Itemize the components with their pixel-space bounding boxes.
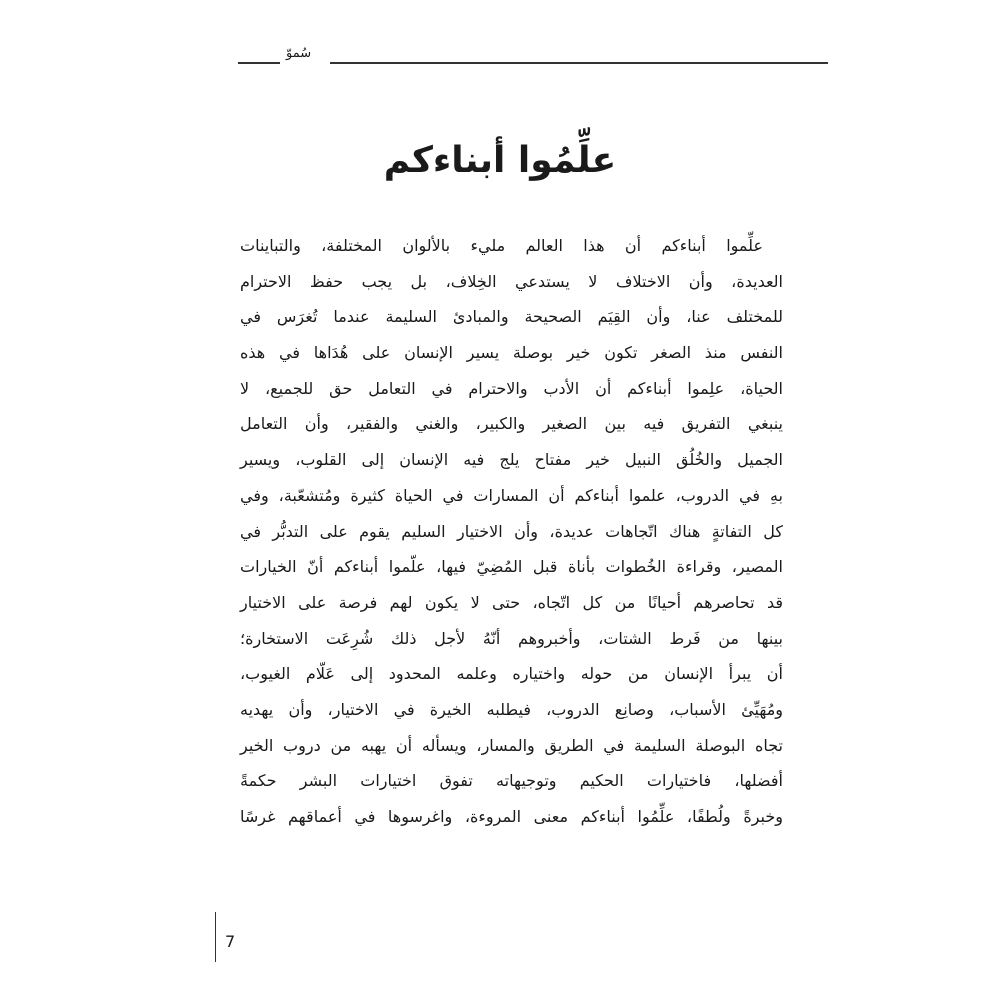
text-line: علِّموا أبناءكم أن هذا العالم مليء بالألوان المختلفة، والتباينات [240, 236, 763, 255]
text-line: الجميل والخُلُق النبيل خير مفتاح يلج فيه الإنسان إلى القلوب، ويسير [240, 450, 783, 470]
text-line: النفس منذ الصغر تكون خير بوصلة يسير الإنسان على هُدَاها في هذه [240, 343, 783, 363]
text-line: قد تحاصرهم أحيانًا من كل اتّجاه، حتى لا يكون لهم فرصة على الاختيار [240, 592, 783, 612]
text-line: العديدة، وأن الاختلاف لا يستدعي الخِلاف، بل يجب حفظ الاحترام [240, 271, 783, 291]
text-line: بهِ في الدروب، علموا أبناءكم أن المسارات في الحياة كثيرة ومُتشعّبة، وفي [240, 485, 783, 505]
text-line: كل التفاتةٍ هناك اتّجاهات عديدة، وأن الاختيار السليم يقوم على التدبُّر في [240, 521, 783, 541]
page-number: 7 [225, 932, 236, 951]
text-line: أن يبرأ الإنسان من حوله واختياره وعلمه المحدود إلى عَلّام الغيوب، [240, 664, 783, 684]
text-line: وخبرةً ولُطفًا، علِّمُوا أبناءكم معنى المروءة، واغرسوها في أعماقهم غرسًا [240, 807, 783, 826]
text-line: ينبغي التفريق فيه بين الصغير والكبير، والغني والفقير، وأن التعامل [240, 414, 783, 434]
text-line: بينها من فَرط الشتات، وأخبروهم أنّهُ لأجل ذلك شُرِعَت الاستخارة؛ [240, 628, 783, 648]
text-line: تجاه البوصلة السليمة في الطريق والمسار، ويسأله أن يهبه من دروب الخير [240, 735, 783, 755]
text-line: ومُهَيِّئ الأسباب، وصانِع الدروب، فيطلبه الخيرة في الاختيار، وأن يهديه [240, 699, 783, 719]
running-header: سُموّ [286, 46, 312, 61]
text-line: للمختلف عنا، وأن القِيَم الصحيحة والمبادئ السليمة عندما تُغرَس في [240, 307, 783, 327]
header-rule-right [330, 62, 828, 64]
page-number-rule [215, 912, 216, 962]
chapter-title: علِّمُوا أبناءكم [383, 140, 617, 181]
text-line: أفضلها، فاختيارات الحكيم وتوجيهاته تفوق اختيارات البشر حكمةً [240, 771, 783, 791]
header-rule-left [238, 62, 280, 64]
text-line: المصير، وقراءة الخُطوات بأناة قبل المُضِيّ فيها، علّموا أبناءكم أنّ الخيارات [240, 557, 783, 577]
body-text [240, 228, 783, 835]
text-line: الحياة، علِموا أبناءكم أن الأدب والاحترام في التعامل حق للجميع، لا [240, 378, 783, 398]
